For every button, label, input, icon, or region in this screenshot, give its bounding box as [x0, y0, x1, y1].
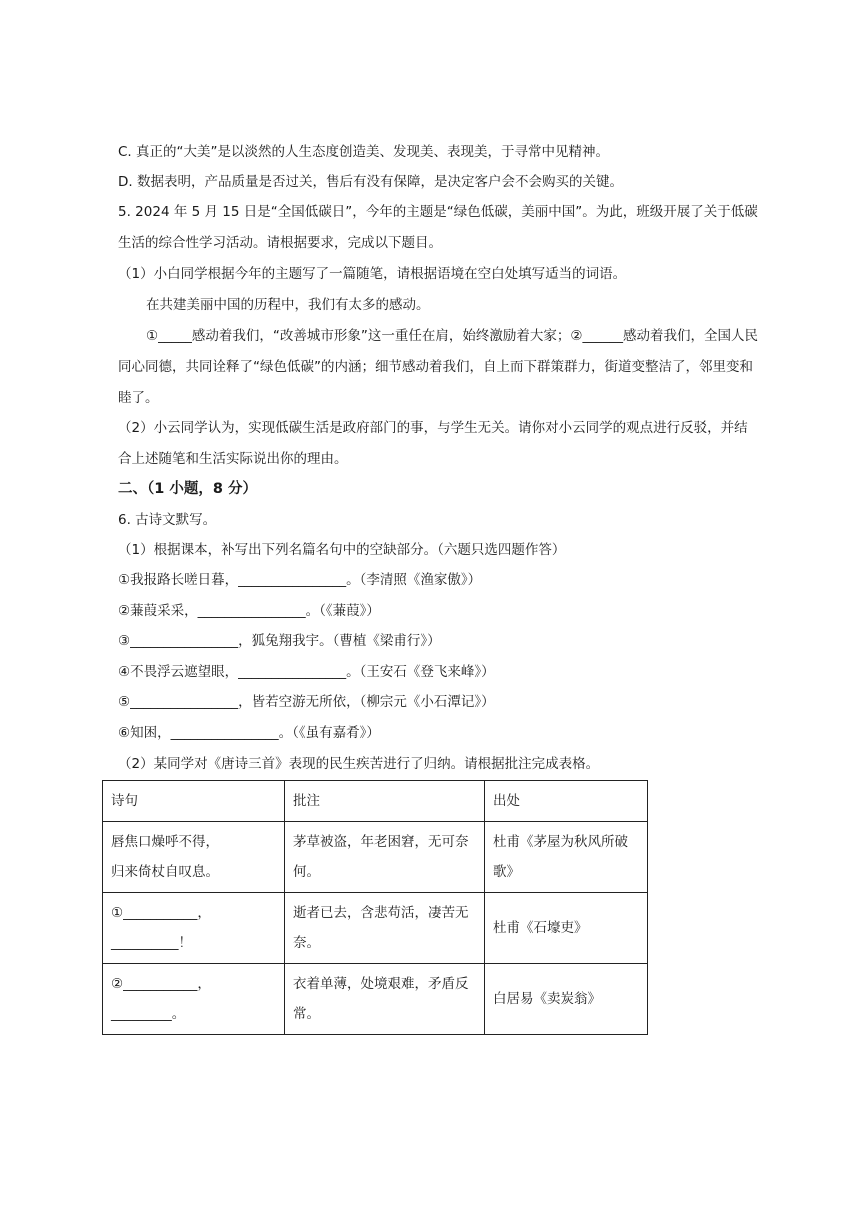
note-cell	[285, 822, 485, 893]
poetry-table	[102, 780, 648, 1035]
essay-paragraph-2: ①_____感动着我们，“改善城市形象”这一重任在肩，始终激励着大家；②______感动着我们，全国人民同心同德，共同诠释了“绿色低碳”的内涵；细节感动着我们，自上而下群策群力，街道变整洁了，邻里变和睦了。	[118, 328, 758, 406]
recitation-item-4: ④不畏浮云遮望眼，________________。（王安石《登飞来峰》）	[118, 664, 495, 680]
section-2-heading: 二、（1 小题，8 分）	[118, 481, 258, 497]
recitation-item-1: ①我报路长嗟日暮，________________。（李清照《渔家傲》）	[118, 572, 482, 588]
table-row	[103, 964, 648, 1035]
verse-blank-line: ②___________，_________。	[111, 976, 211, 1022]
source-line: 歌》	[493, 864, 520, 880]
table-header-verse: 诗句	[103, 781, 285, 822]
question-5-part1: （1）小白同学根据今年的主题写了一篇随笔，请根据语境在空白处填写适当的词语。	[118, 266, 627, 282]
source-line: 白居易《卖炭翁》	[493, 991, 601, 1007]
recitation-item-5: ⑤________________，皆若空游无所依，（柳宗元《小石潭记》）	[118, 694, 495, 710]
table-row	[103, 822, 648, 893]
essay-paragraph-1: 在共建美丽中国的历程中，我们有太多的感动。	[146, 297, 430, 313]
verse-cell	[103, 893, 285, 964]
option-d: D. 数据表明，产品质量是否过关，售后有没有保障，是决定客户会不会购买的关键。	[118, 174, 623, 190]
question-5-intro-line1: 5. 2024 年 5 月 15 日是“全国低碳日”，今年的主题是“绿色低碳，美丽中国”。为此，班级开展了关于低碳	[118, 204, 758, 220]
verse-cell	[103, 964, 285, 1035]
recitation-item-3: ③________________，狐兔翔我宇。（曹植《梁甫行》）	[118, 633, 441, 649]
question-5-intro-line2: 生活的综合性学习活动。请根据要求，完成以下题目。	[118, 235, 442, 251]
option-c: C. 真正的“大美”是以淡然的人生态度创造美、发现美、表现美，于寻常中见精神。	[118, 144, 609, 160]
verse-cell	[103, 822, 285, 893]
table-header-note: 批注	[285, 781, 485, 822]
note-line: 逝者已去，含悲苟活，凄苦无	[293, 905, 469, 921]
verse-blank-line: __________！	[111, 935, 192, 951]
question-6-part2: （2）某同学对《唐诗三首》表现的民生疾苦进行了归纳。请根据批注完成表格。	[118, 756, 600, 772]
source-cell	[485, 822, 648, 893]
essay-paragraph-2-wrap	[118, 321, 758, 414]
table-row	[103, 893, 648, 964]
source-cell	[485, 893, 648, 964]
question-5-part2: （2）小云同学认为，实现低碳生活是政府部门的事，与学生无关。请你对小云同学的观点进行反驳，并结合上述随笔和生活实际说出你的理由。	[118, 420, 748, 467]
table-header-row	[103, 781, 648, 822]
note-cell	[285, 964, 485, 1035]
verse-blank-line: ①___________，	[111, 905, 211, 921]
table-header-source: 出处	[485, 781, 648, 822]
note-line: 茅草被盗，年老困窘，无可奈	[293, 834, 469, 850]
recitation-item-2: ②蒹葭采采，________________。（《蒹葭》）	[118, 603, 380, 619]
verse-line: 归来倚杖自叹息。	[111, 864, 219, 880]
recitation-item-6: ⑥知困，________________。（《虽有嘉肴》）	[118, 725, 380, 741]
source-line: 杜甫《茅屋为秋风所破	[493, 834, 628, 850]
question-6-title: 6. 古诗文默写。	[118, 512, 217, 528]
note-line: 何。	[293, 864, 320, 880]
question-6-part1: （1）根据课本，补写出下列名篇名句中的空缺部分。（六题只选四题作答）	[118, 542, 566, 558]
source-line: 杜甫《石壕吏》	[493, 920, 588, 936]
question-5-part2-wrap	[118, 413, 758, 475]
note-line: 常。	[293, 1006, 320, 1022]
verse-line: 唇焦口燥呼不得，	[111, 834, 219, 850]
note-line: 衣着单薄，处境艰难，矛盾反	[293, 976, 469, 992]
note-line: 奈。	[293, 935, 320, 951]
source-cell	[485, 964, 648, 1035]
note-cell	[285, 893, 485, 964]
